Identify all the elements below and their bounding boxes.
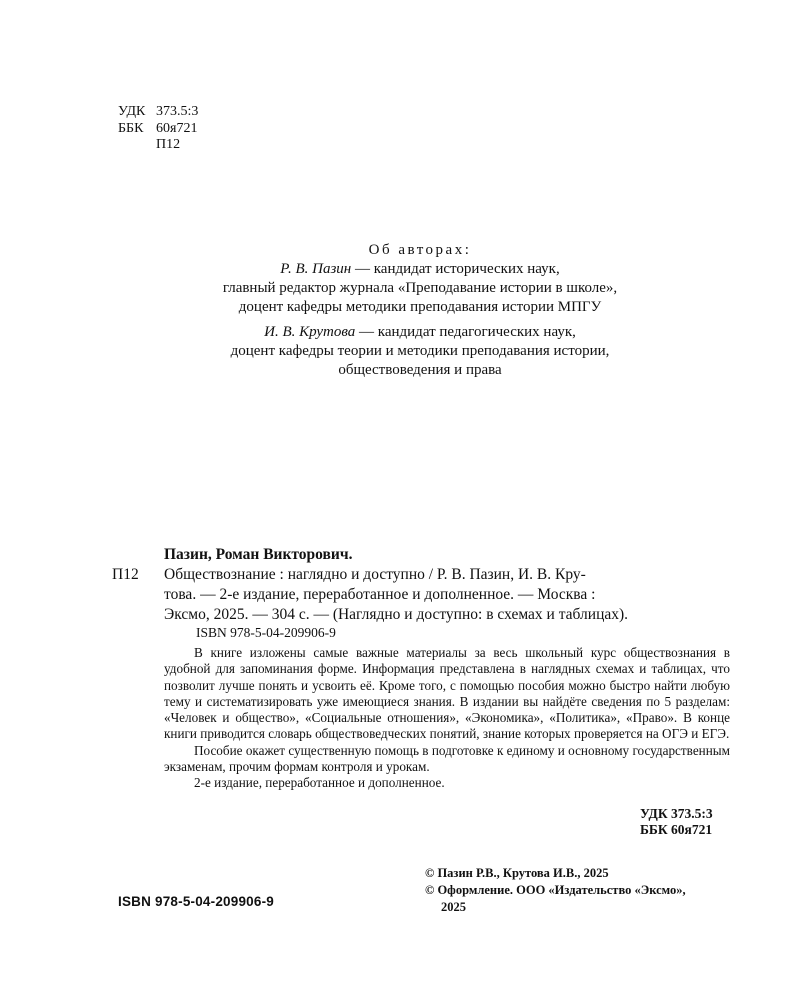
author1-name: Р. В. Пазин (280, 261, 352, 277)
copyright-line3: 2025 (441, 900, 466, 914)
author2-line2: доцент кафедры теории и методики преподавания истории, (230, 343, 610, 359)
annotation-para1: В книге изложены самые важные материалы за весь школьный курс обществознания в удобной для запоминания форме. Информация представлена в наглядных схемах и таблицах, что позволит лучше понять и усвоить её. Кроме того, с помощью пособия можно быстро найти любую тему и систематизировать уже имеющиеся знания. В издании вы найдёте сведения по 5 разделам: «Человек и общество», «Социальные отношения», «Экономика», «Политика», «Право». В конце книги приводится словарь обществоведческих понятий, знание которых проверяется на ОГЭ и ЕГЭ. (164, 645, 730, 742)
bbk-right: ББК 60я721 (640, 822, 713, 837)
bbk-value: 60я721 (156, 120, 198, 136)
annotation-para2: Пособие окажет существенную помощь в подготовке к единому и основному государственным экзаменам, прочим формам контроля и урокам. (164, 742, 730, 775)
about-authors (100, 241, 740, 380)
copyright-line1: © Пазин Р.В., Крутова И.В., 2025 (425, 866, 609, 880)
codes-right (640, 806, 713, 838)
classification-codes (118, 104, 198, 154)
annotation-para3: 2-е издание, переработанное и дополненное. (194, 775, 445, 791)
author1-line3: доцент кафедры методики преподавания истории МПГУ (238, 299, 602, 315)
bbk-label: ББК (118, 120, 144, 136)
annotation (164, 645, 730, 792)
author2-name: И. В. Крутова (264, 324, 356, 340)
author2-line1: И. В. Крутова — кандидат педагогических наук, (264, 324, 576, 340)
record-isbn: ISBN 978-5-04-209906-9 (196, 625, 336, 640)
record-author: Пазин, Роман Викторович. (164, 546, 353, 563)
isbn-bottom: ISBN 978-5-04-209906-9 (118, 894, 274, 909)
udk-right: УДК 373.5:3 (640, 806, 713, 821)
udk-value: 373.5:3 (156, 104, 199, 119)
copyright-line2: © Оформление. ООО «Издательство «Эксмо», (425, 883, 686, 897)
record-mark: П12 (112, 566, 139, 583)
copyright-block (425, 865, 686, 916)
record-line3: Эксмо, 2025. — 304 с. — (Наглядно и доступно: в схемах и таблицах). (164, 606, 629, 623)
bibliographic-record (112, 545, 732, 625)
udk-label: УДК (118, 104, 146, 119)
record-line2: това. — 2-е издание, переработанное и дополненное. — Москва : (164, 586, 596, 603)
author2-line3: обществоведения и права (338, 362, 502, 378)
author1-line1: Р. В. Пазин — кандидат исторических наук, (280, 261, 560, 277)
authors-heading: Об авторах: (368, 242, 472, 258)
author1-line2: главный редактор журнала «Преподавание истории в школе», (222, 280, 618, 296)
author-mark: П12 (156, 137, 181, 152)
record-line1: П12 Обществознание : наглядно и доступно / Р. В. Пазин, И. В. Кру- (112, 566, 586, 583)
